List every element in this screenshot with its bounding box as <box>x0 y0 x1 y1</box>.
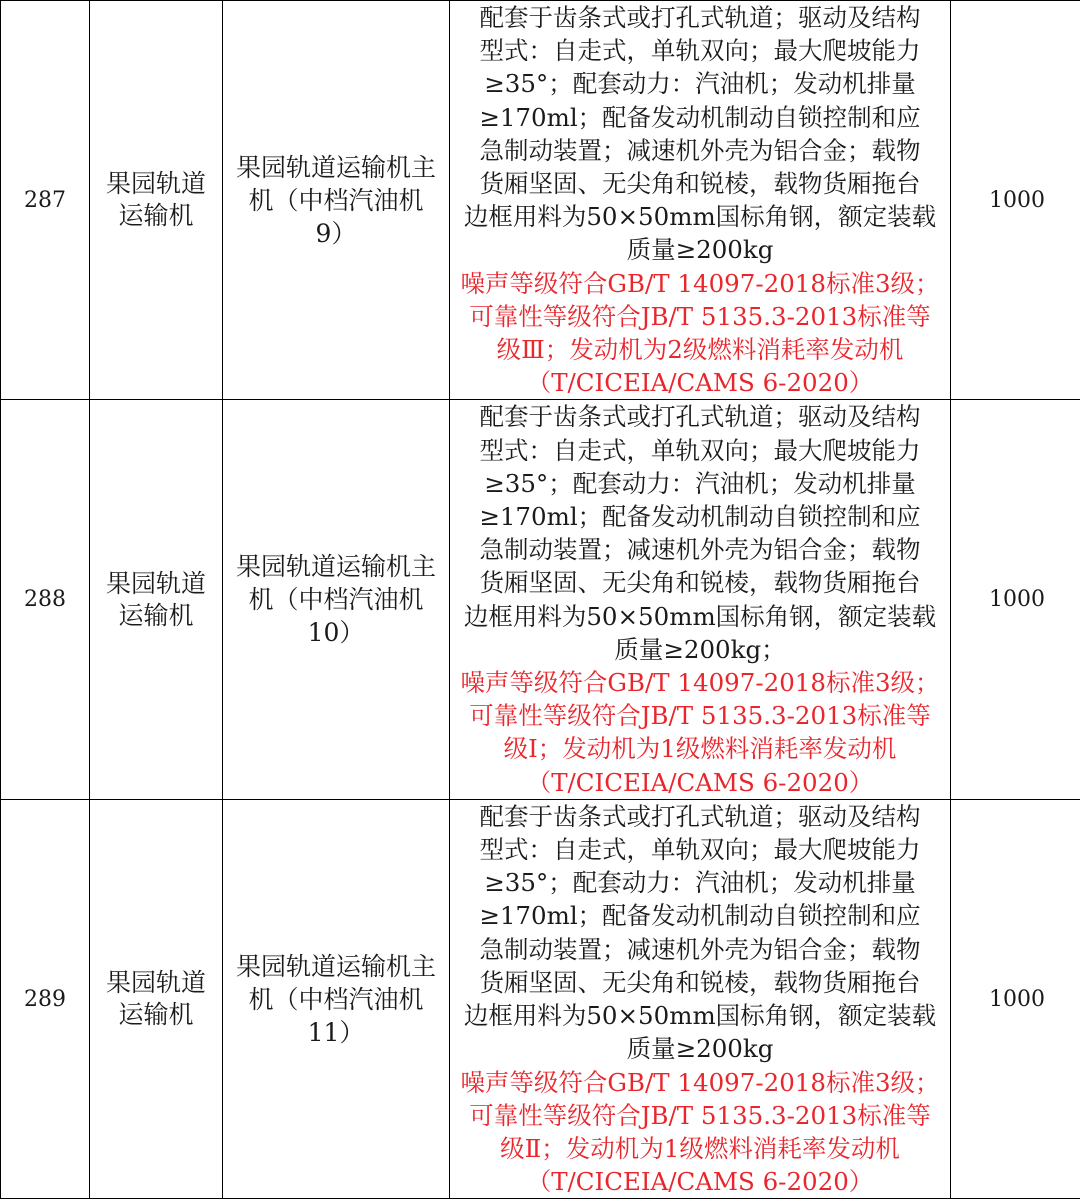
spec-text: 配套于齿条式或打孔式轨道；驱动及结构 型式：自走式，单轨双向；最大爬坡能力 ≥35°；配套动力：汽油机；发动机排量 ≥170ml；配备发动机制动自锁控制和应 急制动装置；减速机外壳为铝合金；载物 货厢坚固、无尖角和锐棱，载物货厢拖台 边框用料为50×50mm国标角钢，额定装载 质量≥200kg <box>450 1 950 267</box>
spec-description <box>450 1 951 400</box>
spec-text-highlight: 噪声等级符合GB/T 14097-2018标准3级； 可靠性等级符合JB/T 5135.3-2013标准等 级Ⅰ；发动机为1级燃料消耗率发动机 （T/CICEIA/CAMS 6-2020） <box>450 666 950 799</box>
spec-text-highlight: 噪声等级符合GB/T 14097-2018标准3级； 可靠性等级符合JB/T 5135.3-2013标准等 级Ⅲ；发动机为2级燃料消耗率发动机 （T/CICEIA/CAMS 6-2020） <box>450 267 950 400</box>
product-grade: 果园轨道运输机主 机（中档汽油机 9） <box>223 1 450 400</box>
spec-text: 配套于齿条式或打孔式轨道；驱动及结构 型式：自走式，单轨双向；最大爬坡能力 ≥35°；配套动力：汽油机；发动机排量 ≥170ml；配备发动机制动自锁控制和应 急制动装置；减速机外壳为铝合金；载物 货厢坚固、无尖角和锐棱，载物货厢拖台 边框用料为50×50mm国标角钢，额定装载 质量≥200kg <box>450 800 950 1066</box>
product-category: 果园轨道 运输机 <box>90 400 223 799</box>
product-category: 果园轨道 运输机 <box>90 799 223 1198</box>
row-number: 287 <box>1 1 90 400</box>
spec-description <box>450 799 951 1198</box>
product-grade: 果园轨道运输机主 机（中档汽油机 10） <box>223 400 450 799</box>
subsidy-amount: 1000 <box>951 1 1080 400</box>
product-category: 果园轨道 运输机 <box>90 1 223 400</box>
table-row <box>1 1 1080 400</box>
spec-description <box>450 400 951 799</box>
spec-text-highlight: 噪声等级符合GB/T 14097-2018标准3级； 可靠性等级符合JB/T 5135.3-2013标准等 级Ⅱ；发动机为1级燃料消耗率发动机 （T/CICEIA/CAMS 6-2020） <box>450 1066 950 1199</box>
table-row <box>1 799 1080 1198</box>
product-grade: 果园轨道运输机主 机（中档汽油机 11） <box>223 799 450 1198</box>
subsidy-amount: 1000 <box>951 400 1080 799</box>
row-number: 288 <box>1 400 90 799</box>
row-number: 289 <box>1 799 90 1198</box>
table-row <box>1 400 1080 799</box>
subsidy-amount: 1000 <box>951 799 1080 1198</box>
spec-text: 配套于齿条式或打孔式轨道；驱动及结构 型式：自走式，单轨双向；最大爬坡能力 ≥35°；配套动力：汽油机；发动机排量 ≥170ml；配备发动机制动自锁控制和应 急制动装置；减速机外壳为铝合金；载物 货厢坚固、无尖角和锐棱，载物货厢拖台 边框用料为50×50mm国标角钢，额定装载 质量≥200kg； <box>450 400 950 666</box>
